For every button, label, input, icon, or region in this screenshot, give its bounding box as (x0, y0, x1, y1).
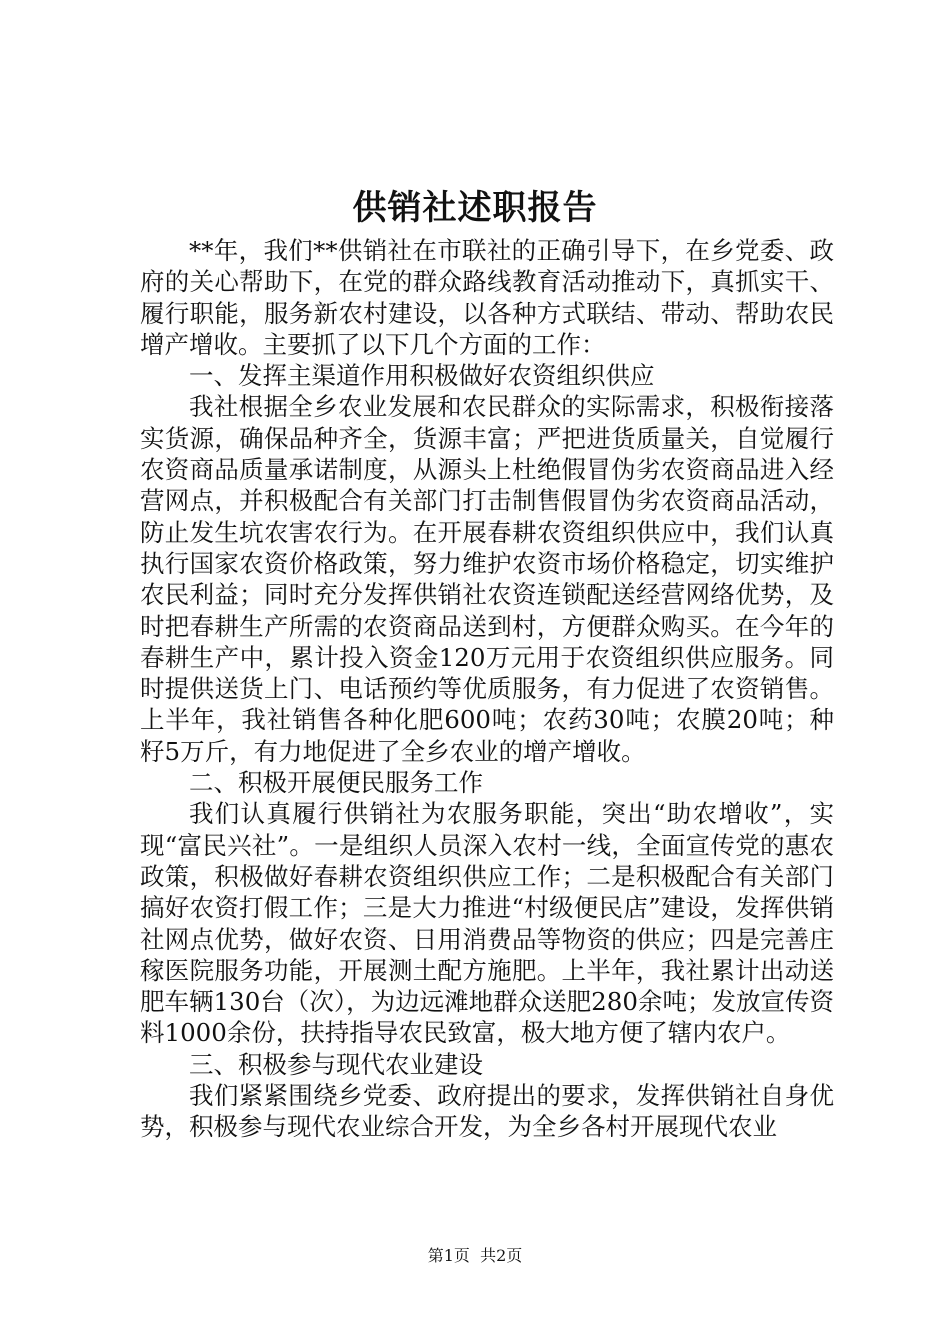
section-heading-2: 二、积极开展便民服务工作 (189, 768, 483, 798)
section-heading-3: 三、积极参与现代农业建设 (189, 1049, 483, 1079)
section-paragraph-2: 我们认真履行供销社为农服务职能，突出“助农增收”，实现“富民兴社”。一是组织人员深入农村一线，全面宣传党的惠农政策，积极做好春耕农资组织供应工作；二是积极配合有关部门搞好农资打假工作；三是大力推进“村级便民店”建设，发挥供销社网点优势，做好农资、日用消费品等物资的供应；四是完善庄稼医院服务功能，开展测土配方施肥。上半年，我社累计出动送肥车辆130台（次），为边远滩地群众送肥280余吨；发放宣传资料1000余份，扶持指导农民致富，极大地方便了辖内农户。 (140, 799, 834, 1048)
document-title: 供销社述职报告 (352, 188, 598, 228)
section-paragraph-3: 我们紧紧围绕乡党委、政府提出的要求，发挥供销社自身优势，积极参与现代农业综合开发，为全乡各村开展现代农业 (140, 1081, 834, 1142)
page-number-label: 第1页 共2页 (427, 1246, 523, 1265)
section-heading-1: 一、发挥主渠道作用积极做好农资组织供应 (189, 361, 655, 391)
page-footer (0, 1246, 950, 1266)
intro-paragraph: **年，我们**供销社在市联社的正确引导下，在乡党委、政府的关心帮助下，在党的群众路线教育活动推动下，真抓实干、履行职能，服务新农村建设，以各种方式联结、带动、帮助农民增产增收。主要抓了以下几个方面的工作： (140, 236, 834, 359)
section-paragraph-1: 我社根据全乡农业发展和农民群众的实际需求，积极衔接落实货源，确保品种齐全，货源丰富；严把进货质量关，自觉履行农资商品质量承诺制度，从源头上杜绝假冒伪劣农资商品进入经营网点，并积极配合有关部门打击制售假冒伪劣农资商品活动，防止发生坑农害农行为。在开展春耕农资组织供应中，我们认真执行国家农资价格政策，努力维护农资市场价格稳定，切实维护农民利益；同时充分发挥供销社农资连锁配送经营网络优势，及时把春耕生产所需的农资商品送到村，方便群众购买。在今年的春耕生产中，累计投入资金120万元用于农资组织供应服务。同时提供送货上门、电话预约等优质服务，有力促进了农资销售。上半年，我社销售各种化肥600吨；农药30吨；农膜20吨；种籽5万斤，有力地促进了全乡农业的增产增收。 (140, 392, 834, 766)
document-body (140, 235, 834, 1143)
